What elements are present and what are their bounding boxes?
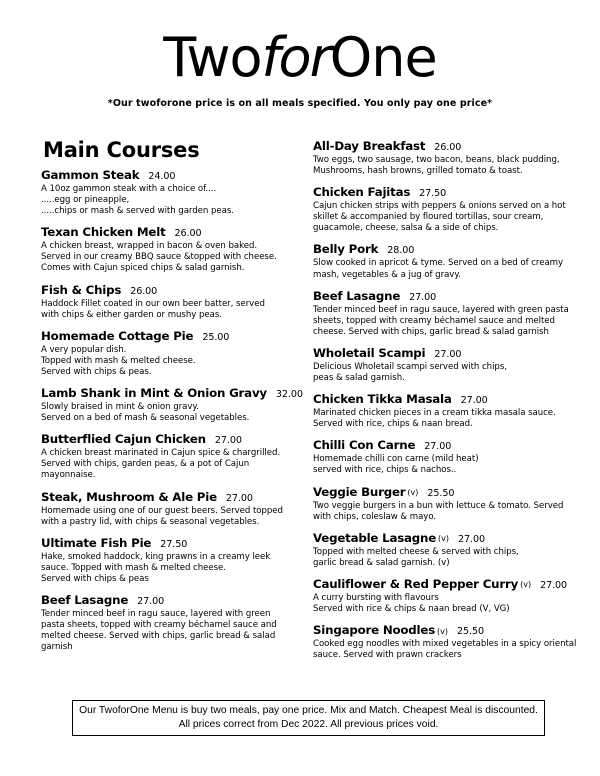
- menu-item-description-line: peas & salad garnish.: [313, 373, 405, 384]
- section-heading-main-courses: Main Courses: [43, 138, 200, 162]
- menu-item-description-line: Homemade chilli con carne (mild heat): [313, 454, 479, 465]
- menu-item-description-line: A chicken breast, wrapped in bacon & oven baked.: [41, 241, 258, 252]
- footer-notice-box: [72, 700, 545, 736]
- menu-item-description-line: A chicken breast marinated in Cajun spice & chargrilled.: [41, 448, 281, 459]
- menu-header: [0, 0, 600, 109]
- menu-item-description: [41, 402, 299, 424]
- menu-item-name: Cauliflower & Red Pepper Curry: [313, 576, 519, 591]
- menu-item-price: 27.50: [419, 188, 447, 200]
- menu-item-description: [313, 408, 575, 430]
- menu-item-description-line: served with rice, chips & nachos..: [313, 465, 457, 476]
- menu-title-for: for: [261, 26, 330, 89]
- menu-item-price: 26.00: [130, 285, 158, 297]
- menu-item-description-line: mayonnaise.: [41, 470, 96, 481]
- footer-line-2: All prices correct from Dec 2022. All previous prices void.: [178, 719, 439, 730]
- menu-item: [41, 328, 299, 378]
- menu-item-price: 27.00: [424, 441, 452, 453]
- menu-item: [313, 530, 575, 569]
- menu-item-description: [41, 241, 299, 274]
- menu-item-description-line: Cooked egg noodles with mixed vegetables in a spicy oriental: [313, 639, 577, 650]
- menu-item-header: [41, 167, 299, 184]
- menu-item-description-line: A very popular dish.: [41, 344, 127, 355]
- menu-item-price: 24.00: [148, 171, 176, 182]
- menu-item-header: [313, 241, 575, 258]
- menu-item-description-line: A curry bursting with flavours: [313, 592, 439, 603]
- menu-item-header: [313, 138, 575, 155]
- menu-item-description: [313, 201, 575, 234]
- menu-item-description-line: Served in our creamy BBQ sauce &topped with cheese.: [41, 252, 277, 263]
- menu-item-list-left: [41, 167, 303, 653]
- menu-item-header: [313, 622, 575, 639]
- menu-item-description-line: .....chips or mash & served with garden peas.: [41, 206, 234, 217]
- vegetarian-marker: (v): [520, 580, 532, 590]
- menu-item-description: [41, 506, 299, 528]
- menu-item-header: [41, 282, 299, 299]
- menu-item-description: [41, 184, 299, 217]
- menu-item: [41, 224, 299, 274]
- menu-item-description-line: sheets, topped with creamy béchamel sauce and melted: [313, 315, 555, 326]
- menu-item-description: [41, 448, 299, 481]
- menu-item-header: [41, 431, 299, 448]
- menu-item-name: Beef Lasagne: [313, 288, 401, 303]
- menu-item: [41, 385, 303, 424]
- vegetarian-marker: (v): [437, 626, 448, 636]
- menu-item: [313, 184, 575, 234]
- menu-item-header: [41, 592, 299, 609]
- menu-item: [313, 391, 575, 430]
- menu-item-description-line: melted cheese. Served with chips, garlic bread & salad: [41, 631, 276, 642]
- menu-item-name: Ultimate Fish Pie: [41, 535, 152, 550]
- menu-item-description: [313, 305, 575, 338]
- menu-item-description-line: Marinated chicken pieces in a cream tikka masala sauce.: [313, 408, 556, 419]
- menu-item-description-line: Slow cooked in apricot & tyme. Served on a bed of creamy: [313, 258, 564, 269]
- menu-item-name: Veggie Burger: [313, 484, 406, 499]
- menu-item-header: [41, 489, 299, 506]
- menu-item-description: [41, 345, 299, 378]
- menu-item-description-line: A 10oz gammon steak with a choice of....: [41, 184, 217, 194]
- menu-item-description-line: garlic bread & salad garnish. (v): [313, 557, 450, 568]
- menu-item-description-line: sauce. Topped with mash & melted cheese.: [41, 562, 226, 573]
- menu-item-price: 27.00: [434, 348, 462, 360]
- menu-item-description-line: Tender minced beef in ragu sauce, layered with green pasta: [313, 304, 569, 315]
- menu-item-price: 26.00: [174, 228, 202, 240]
- menu-item-header: [41, 385, 303, 402]
- menu-item: [41, 592, 299, 653]
- menu-item-description-line: Two eggs, two sausage, two bacon, beans, black pudding,: [313, 155, 560, 165]
- menu-item-price: 27.00: [458, 533, 485, 545]
- menu-item-description-line: sauce. Served with prawn crackers: [313, 650, 462, 661]
- menu-item-price: 27.00: [225, 492, 253, 504]
- menu-item-description: [313, 155, 575, 177]
- menu-item: [313, 138, 575, 177]
- menu-item-name: Chicken Fajitas: [313, 185, 411, 200]
- menu-item-description-line: Haddock Fillet coated in our own beer batter, served: [41, 298, 265, 309]
- menu-item-header: [313, 391, 575, 408]
- menu-item-price: 25.00: [202, 331, 230, 343]
- menu-item-description-line: Served with chips & peas.: [41, 366, 152, 377]
- menu-item-name: Chilli Con Carne: [313, 438, 416, 453]
- menu-item-name: Fish & Chips: [41, 282, 122, 297]
- menu-item: [313, 288, 575, 338]
- menu-item-description-line: Hake, smoked haddock, king prawns in a creamy leek: [41, 551, 271, 562]
- menu-item-description-line: guacamole, cheese, salsa & a side of chips.: [313, 223, 499, 234]
- menu-item-header: [313, 576, 575, 593]
- menu-item-description-line: Tender minced beef in ragu sauce, layered with green: [41, 608, 271, 619]
- menu-item-description-line: Served with rice & chips & naan bread (V, VG): [313, 603, 510, 614]
- menu-item-name: Wholetail Scampi: [313, 345, 426, 360]
- menu-item: [313, 241, 575, 280]
- menu-item-header: [313, 437, 575, 454]
- menu-item-description-line: Served on a bed of mash & seasonal vegetables.: [41, 413, 250, 424]
- menu-item-description: [313, 454, 575, 476]
- menu-item-description-line: mash, vegetables & a jug of gravy.: [313, 269, 461, 280]
- menu-item-price: 28.00: [387, 245, 415, 257]
- menu-item-description-line: with a pastry lid, with chips & seasonal vegetables.: [41, 516, 260, 527]
- menu-item-description: [41, 299, 299, 321]
- menu-item-name: Homemade Cottage Pie: [41, 328, 194, 343]
- menu-item-header: [313, 530, 575, 547]
- menu-item-header: [41, 224, 299, 241]
- menu-item-description: [313, 593, 575, 615]
- menu-item-description-line: Delicious Wholetail scampi served with chips,: [313, 361, 507, 372]
- menu-item-price: 26.00: [434, 142, 462, 153]
- menu-item-name: Gammon Steak: [41, 168, 140, 182]
- menu-title-one: One: [329, 26, 437, 89]
- menu-item-name: Lamb Shank in Mint & Onion Gravy: [41, 386, 267, 401]
- menu-item: [313, 345, 575, 384]
- menu-column-right: [313, 138, 575, 668]
- menu-item-description-line: Served with chips, garden peas, & a pot of Cajun: [41, 459, 250, 470]
- menu-item-description-line: Mushrooms, hash browns, grilled tomato & toast.: [313, 166, 523, 177]
- menu-title: [0, 26, 600, 89]
- menu-item-price: 27.00: [540, 579, 568, 591]
- menu-column-left: [41, 138, 303, 660]
- menu-item: [313, 576, 575, 615]
- menu-item-description-line: with chips, coleslaw & mayo.: [313, 511, 437, 522]
- footer-line-1: Our TwoforOne Menu is buy two meals, pay one price. Mix and Match. Cheapest Meal is discounted.: [79, 705, 538, 716]
- menu-item-price: 27.00: [409, 291, 437, 303]
- menu-item-name: Texan Chicken Melt: [41, 225, 166, 240]
- menu-item-price: 25.50: [457, 626, 484, 638]
- menu-item-price: 25.50: [427, 487, 455, 499]
- menu-item: [41, 535, 299, 585]
- menu-item-description-line: .....egg or pineapple,: [41, 195, 130, 206]
- menu-item-price: 27.00: [214, 435, 242, 447]
- menu-item-description-line: Served with chips & peas: [41, 573, 149, 584]
- menu-item-header: [313, 484, 575, 501]
- menu-item-name: Beef Lasagne: [41, 592, 129, 607]
- menu-item-name: Butterflied Cajun Chicken: [41, 432, 206, 447]
- menu-item-description-line: pasta sheets, topped with creamy béchamel sauce and: [41, 620, 277, 631]
- menu-item-description: [41, 552, 299, 585]
- menu-item-price: 27.50: [160, 538, 188, 550]
- menu-item-description-line: Served with rice, chips & naan bread.: [313, 419, 473, 430]
- menu-item-name: Steak, Mushroom & Ale Pie: [41, 489, 217, 504]
- menu-item-name: Belly Pork: [313, 242, 379, 257]
- menu-item-header: [41, 328, 299, 345]
- menu-item-header: [313, 288, 575, 305]
- menu-item-header: [313, 345, 575, 362]
- menu-item-description-line: Topped with melted cheese & served with chips,: [313, 546, 519, 557]
- menu-item: [41, 489, 299, 528]
- menu-title-two: Two: [163, 26, 262, 89]
- menu-item-description-line: skillet & accompanied by floured tortillas, sour cream,: [313, 212, 544, 223]
- menu-item-description-line: Topped with mash & melted cheese.: [41, 355, 196, 366]
- menu-subtitle: *Our twoforone price is on all meals specified. You only pay one price*: [107, 98, 493, 109]
- menu-item-description-line: garnish: [41, 642, 73, 653]
- menu-item: [41, 282, 299, 321]
- menu-item-description-line: Cajun chicken strips with peppers & onions served on a hot: [313, 201, 566, 212]
- menu-item-description-line: Two veggie burgers in a bun with lettuce & tomato. Served: [313, 500, 564, 511]
- menu-item-description: [313, 547, 575, 569]
- menu-item: [313, 437, 575, 476]
- menu-item-description-line: Homemade using one of our guest beers. Served topped: [41, 505, 283, 516]
- vegetarian-marker: (v): [407, 488, 419, 497]
- menu-item-description-line: cheese. Served with chips, garlic bread & salad garnish: [313, 326, 549, 337]
- menu-item-price: 32.00: [275, 389, 303, 401]
- menu-item: [41, 167, 299, 217]
- menu-item-description: [313, 501, 575, 523]
- menu-item-description: [313, 362, 575, 384]
- menu-item-description-line: Comes with Cajun spiced chips & salad garnish.: [41, 263, 245, 274]
- menu-item-price: 27.00: [137, 595, 165, 607]
- menu-item-name: Chicken Tikka Masala: [313, 392, 452, 407]
- menu-item-description: [313, 258, 575, 280]
- vegetarian-marker: (v): [438, 534, 450, 544]
- menu-item-description: [313, 639, 575, 661]
- menu-item: [313, 484, 575, 523]
- menu-item: [41, 431, 299, 481]
- menu-item-name: Singapore Noodles: [313, 623, 436, 638]
- menu-item-name: All-Day Breakfast: [313, 139, 426, 153]
- menu-item-description: [41, 609, 299, 653]
- menu-item: [313, 622, 575, 661]
- menu-item-name: Vegetable Lasagne: [313, 530, 437, 545]
- menu-item-list-right: [313, 138, 575, 661]
- menu-item-description-line: with chips & either garden or mushy peas.: [41, 309, 222, 320]
- menu-item-header: [41, 535, 299, 552]
- menu-item-price: 27.00: [460, 395, 488, 407]
- menu-item-header: [313, 184, 575, 201]
- menu-item-description-line: Slowly braised in mint & onion gravy.: [41, 402, 199, 413]
